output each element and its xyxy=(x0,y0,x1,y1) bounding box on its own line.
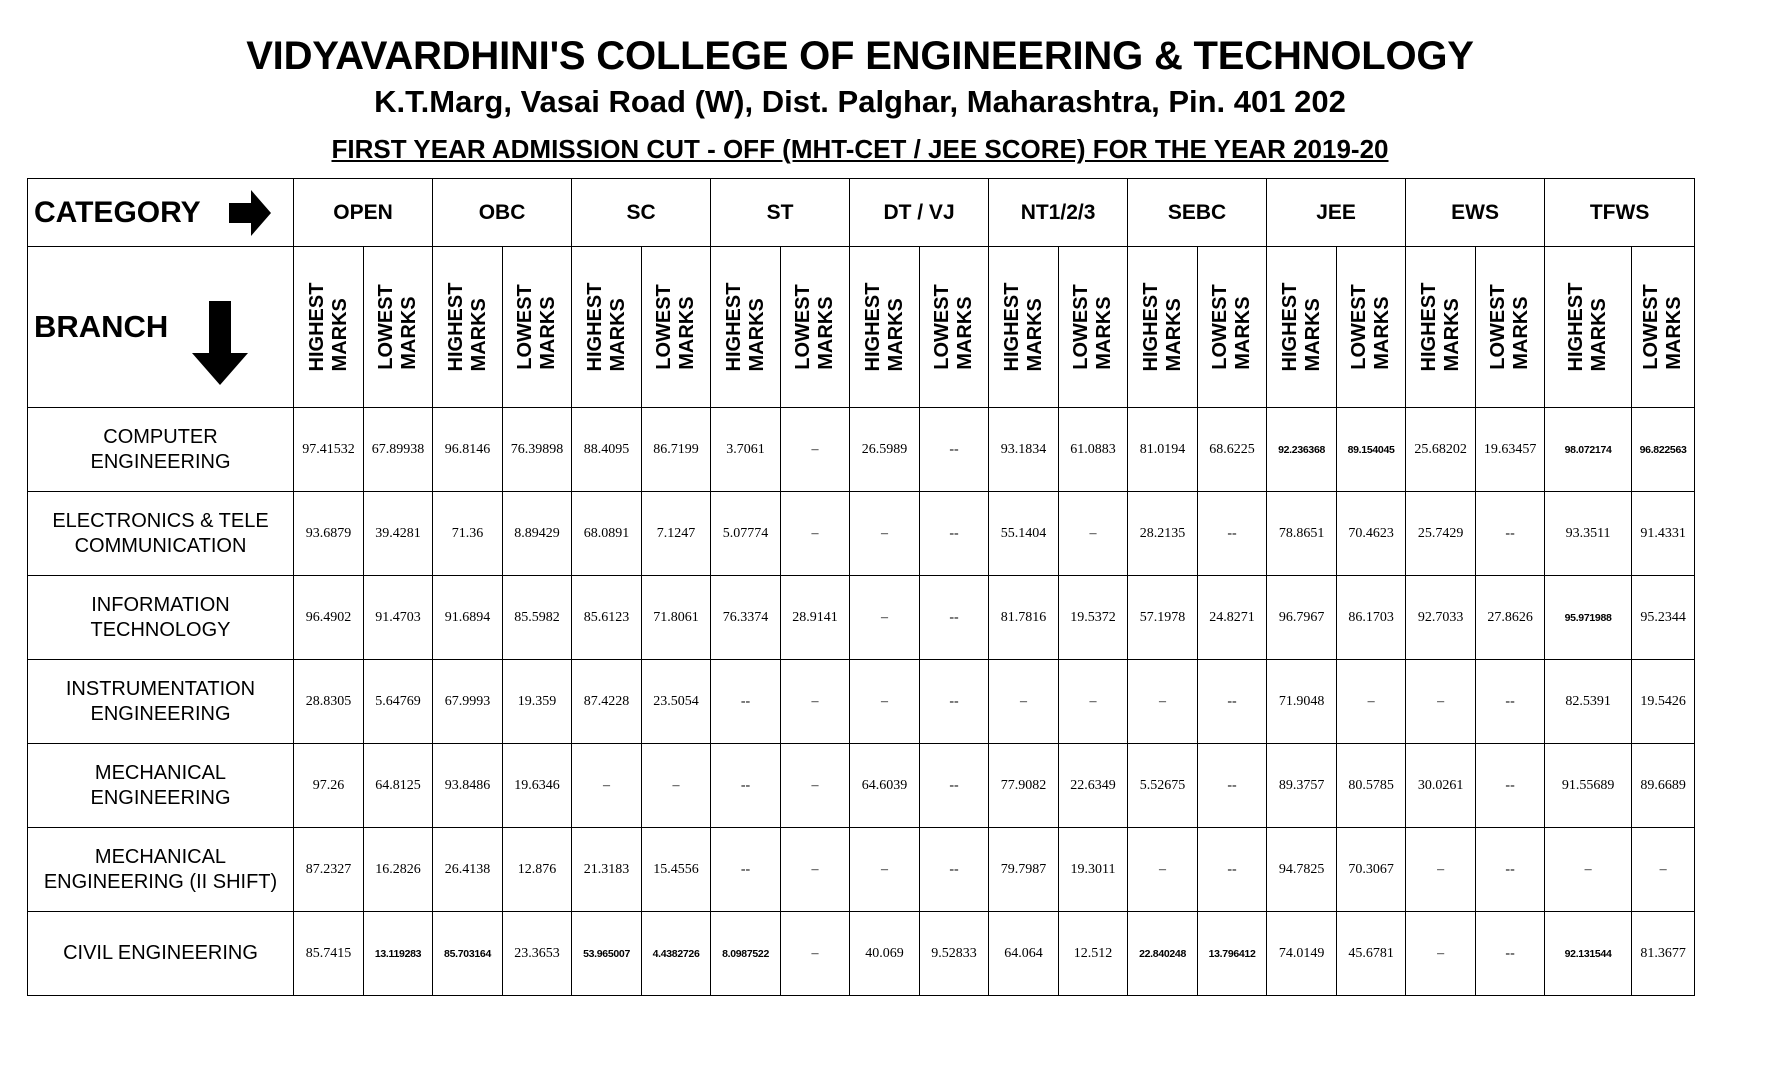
lowest-marks-cell: -- xyxy=(920,576,989,660)
marks-header-line: MARKS xyxy=(606,298,629,372)
lowest-marks-cell: 22.6349 xyxy=(1059,744,1128,828)
lowest-marks-cell: – xyxy=(781,492,850,576)
highest-marks-cell: 85.7415 xyxy=(294,912,364,996)
highest-marks-cell: 93.3511 xyxy=(1545,492,1632,576)
marks-header-text xyxy=(1001,283,1047,372)
marks-header-line: HIGHEST xyxy=(305,282,328,372)
lowest-marks-cell: 12.876 xyxy=(503,828,572,912)
marks-header-line: LOWEST xyxy=(375,284,397,370)
lowest-marks-cell: 13.796412 xyxy=(1198,912,1267,996)
marks-header-line: HIGHEST xyxy=(861,282,884,372)
lowest-marks-cell: – xyxy=(1059,660,1128,744)
branch-label: BRANCH xyxy=(34,309,169,344)
branch-name-line: INSTRUMENTATION xyxy=(65,677,256,700)
lowest-marks-cell: -- xyxy=(920,408,989,492)
lowest-marks-cell: 64.8125 xyxy=(364,744,433,828)
lowest-marks-cell: 91.4703 xyxy=(364,576,433,660)
highest-marks-cell: 22.840248 xyxy=(1128,912,1198,996)
branch-name-cell xyxy=(28,828,294,912)
highest-marks-cell: – xyxy=(572,744,642,828)
marks-header-text xyxy=(1140,283,1186,372)
highest-marks-cell: 64.6039 xyxy=(850,744,920,828)
lowest-marks-cell: -- xyxy=(1476,912,1545,996)
table-row xyxy=(28,744,1695,828)
highest-marks-cell: -- xyxy=(711,660,781,744)
lowest-marks-cell: -- xyxy=(920,828,989,912)
highest-marks-cell: 25.68202 xyxy=(1406,408,1476,492)
highest-marks-cell: 26.5989 xyxy=(850,408,920,492)
lowest-marks-cell: 23.3653 xyxy=(503,912,572,996)
lowest-marks-cell: 23.5054 xyxy=(642,660,711,744)
lowest-marks-cell: 89.154045 xyxy=(1337,408,1406,492)
lowest-marks-cell: 19.359 xyxy=(503,660,572,744)
highest-marks-cell: 93.8486 xyxy=(433,744,503,828)
category-nt: NT1/2/3 xyxy=(989,179,1128,247)
marks-header-text xyxy=(653,284,699,370)
category-header-row xyxy=(28,179,1695,247)
highest-marks-cell: 91.55689 xyxy=(1545,744,1632,828)
lowest-marks-cell: 95.2344 xyxy=(1632,576,1695,660)
marks-header-line: LOWEST xyxy=(1348,284,1371,370)
lowest-marks-cell: 13.119283 xyxy=(364,912,433,996)
branch-name-cell xyxy=(28,576,294,660)
highest-marks-cell: 89.3757 xyxy=(1267,744,1337,828)
marks-header-line: MARKS xyxy=(1588,298,1611,372)
lowest-marks-cell: 81.3677 xyxy=(1632,912,1695,996)
marks-header-line: HIGHEST xyxy=(1000,282,1023,372)
lowest-marks-cell: -- xyxy=(1476,744,1545,828)
branch-name-line: ELECTRONICS & TELE xyxy=(52,509,269,532)
lowest-marks-header xyxy=(781,247,850,408)
highest-marks-cell: 85.6123 xyxy=(572,576,642,660)
highest-marks-cell: 40.069 xyxy=(850,912,920,996)
lowest-marks-cell: 15.4556 xyxy=(642,828,711,912)
lowest-marks-cell: -- xyxy=(1198,744,1267,828)
table-row xyxy=(28,492,1695,576)
marks-header-line: HIGHEST xyxy=(583,282,606,372)
highest-marks-cell: 5.52675 xyxy=(1128,744,1198,828)
category-sc: SC xyxy=(572,179,711,247)
highest-marks-cell: 88.4095 xyxy=(572,408,642,492)
lowest-marks-cell: 61.0883 xyxy=(1059,408,1128,492)
marks-header-line: MARKS xyxy=(1663,296,1686,370)
marks-header-line: MARKS xyxy=(1510,296,1533,370)
highest-marks-cell: 96.8146 xyxy=(433,408,503,492)
lowest-marks-cell: 67.89938 xyxy=(364,408,433,492)
highest-marks-cell: 91.6894 xyxy=(433,576,503,660)
highest-marks-cell: 97.26 xyxy=(294,744,364,828)
highest-marks-cell: – xyxy=(1128,828,1198,912)
lowest-marks-cell: 89.6689 xyxy=(1632,744,1695,828)
marks-header-text xyxy=(862,283,908,372)
college-address: K.T.Marg, Vasai Road (W), Dist. Palghar, Maharashtra, Pin. 401 202 xyxy=(374,84,1346,119)
highest-marks-cell: – xyxy=(989,660,1059,744)
marks-header-text xyxy=(375,284,421,370)
table-row xyxy=(28,408,1695,492)
lowest-marks-header xyxy=(642,247,711,408)
highest-marks-cell: 74.0149 xyxy=(1267,912,1337,996)
marks-header-line: HIGHEST xyxy=(1565,282,1588,372)
lowest-marks-cell: 12.512 xyxy=(1059,912,1128,996)
category-open: OPEN xyxy=(294,179,433,247)
branch-name-cell xyxy=(28,408,294,492)
highest-marks-cell: 96.7967 xyxy=(1267,576,1337,660)
marks-header-line: MARKS xyxy=(537,296,560,370)
lowest-marks-cell: 76.39898 xyxy=(503,408,572,492)
lowest-marks-cell: 86.1703 xyxy=(1337,576,1406,660)
table-row xyxy=(28,576,1695,660)
highest-marks-cell: 77.9082 xyxy=(989,744,1059,828)
branch-name-line: ENGINEERING xyxy=(90,702,231,725)
marks-header-line: MARKS xyxy=(954,296,977,370)
lowest-marks-cell: – xyxy=(781,660,850,744)
marks-header-line: LOWEST xyxy=(514,284,537,370)
lowest-marks-cell: – xyxy=(781,912,850,996)
highest-marks-cell: 25.7429 xyxy=(1406,492,1476,576)
highest-marks-header xyxy=(711,247,781,408)
highest-marks-header xyxy=(1128,247,1198,408)
highest-marks-cell: 85.703164 xyxy=(433,912,503,996)
category-dt-vj: DT / VJ xyxy=(850,179,989,247)
highest-marks-cell: 92.7033 xyxy=(1406,576,1476,660)
highest-marks-cell: 57.1978 xyxy=(1128,576,1198,660)
arrow-right-icon xyxy=(229,190,271,236)
highest-marks-cell: 98.072174 xyxy=(1545,408,1632,492)
cutoff-table-body xyxy=(28,408,1695,996)
highest-marks-header xyxy=(433,247,503,408)
highest-marks-header xyxy=(1545,247,1632,408)
highest-marks-cell: 94.7825 xyxy=(1267,828,1337,912)
highest-marks-cell: 87.4228 xyxy=(572,660,642,744)
document-subtitle: FIRST YEAR ADMISSION CUT - OFF (MHT-CET / JEE SCORE) FOR THE YEAR 2019-20 xyxy=(331,134,1389,164)
marks-header-line: LOWEST xyxy=(931,284,954,370)
category-obc: OBC xyxy=(433,179,572,247)
highest-marks-cell: 92.131544 xyxy=(1545,912,1632,996)
highest-marks-cell: 3.7061 xyxy=(711,408,781,492)
highest-marks-cell: – xyxy=(850,660,920,744)
category-ews: EWS xyxy=(1406,179,1545,247)
branch-name-cell xyxy=(28,744,294,828)
marks-header-line: MARKS xyxy=(884,298,907,372)
lowest-marks-header xyxy=(920,247,989,408)
cutoff-table xyxy=(27,178,1695,996)
highest-marks-cell: – xyxy=(850,828,920,912)
category-jee: JEE xyxy=(1267,179,1406,247)
lowest-marks-header xyxy=(1198,247,1267,408)
highest-marks-cell: – xyxy=(850,492,920,576)
lowest-marks-cell: 39.4281 xyxy=(364,492,433,576)
highest-marks-cell: 96.4902 xyxy=(294,576,364,660)
lowest-marks-cell: 68.6225 xyxy=(1198,408,1267,492)
highest-marks-cell: – xyxy=(850,576,920,660)
lowest-marks-header xyxy=(1632,247,1695,408)
highest-marks-header xyxy=(989,247,1059,408)
branch-name-line: CIVIL ENGINEERING xyxy=(63,942,258,964)
marks-header-line: LOWEST xyxy=(653,284,676,370)
highest-marks-cell: 92.236368 xyxy=(1267,408,1337,492)
lowest-marks-cell: -- xyxy=(920,660,989,744)
marks-header-line: MARKS xyxy=(398,296,420,370)
branch-corner-cell xyxy=(28,247,294,408)
highest-marks-cell: 82.5391 xyxy=(1545,660,1632,744)
lowest-marks-cell: 19.63457 xyxy=(1476,408,1545,492)
lowest-marks-header xyxy=(1059,247,1128,408)
marks-header-line: MARKS xyxy=(1301,298,1324,372)
marks-header-text xyxy=(1640,284,1686,370)
marks-header-line: LOWEST xyxy=(1640,284,1663,370)
lowest-marks-header xyxy=(364,247,433,408)
marks-header-text xyxy=(514,284,560,370)
marks-header-line: HIGHEST xyxy=(1417,282,1440,372)
lowest-marks-cell: -- xyxy=(1198,492,1267,576)
highest-marks-cell: 8.0987522 xyxy=(711,912,781,996)
branch-name-line: MECHANICAL xyxy=(94,761,227,784)
lowest-marks-cell: -- xyxy=(920,492,989,576)
lowest-marks-cell: – xyxy=(781,744,850,828)
highest-marks-cell: 64.064 xyxy=(989,912,1059,996)
lowest-marks-cell: – xyxy=(781,408,850,492)
branch-name-line: INFORMATION xyxy=(91,593,230,616)
highest-marks-cell: 97.41532 xyxy=(294,408,364,492)
category-tfws: TFWS xyxy=(1545,179,1695,247)
highest-marks-cell: 53.965007 xyxy=(572,912,642,996)
highest-marks-cell: 28.8305 xyxy=(294,660,364,744)
marks-header-text xyxy=(1070,284,1116,370)
highest-marks-cell: – xyxy=(1128,660,1198,744)
marks-header-line: MARKS xyxy=(1162,298,1185,372)
category-sebc: SEBC xyxy=(1128,179,1267,247)
lowest-marks-cell: – xyxy=(1337,660,1406,744)
lowest-marks-cell: -- xyxy=(1476,660,1545,744)
lowest-marks-cell: 28.9141 xyxy=(781,576,850,660)
marks-header-text xyxy=(1565,283,1611,372)
marks-header-line: HIGHEST xyxy=(722,282,745,372)
highest-marks-cell: 71.9048 xyxy=(1267,660,1337,744)
marks-header-line: MARKS xyxy=(676,296,699,370)
highest-marks-cell: – xyxy=(1406,912,1476,996)
marks-header-line: LOWEST xyxy=(1070,284,1093,370)
highest-marks-header xyxy=(1267,247,1337,408)
lowest-marks-cell: – xyxy=(1632,828,1695,912)
lowest-marks-header xyxy=(1337,247,1406,408)
college-title: VIDYAVARDHINI'S COLLEGE OF ENGINEERING & TECHNOLOGY xyxy=(246,34,1474,78)
marks-header-text xyxy=(1487,284,1533,370)
table-row xyxy=(28,912,1695,996)
branch-name-line: ENGINEERING xyxy=(90,450,231,473)
lowest-marks-cell: 45.6781 xyxy=(1337,912,1406,996)
lowest-marks-cell: 70.3067 xyxy=(1337,828,1406,912)
branch-name-line: COMPUTER xyxy=(103,425,218,448)
highest-marks-cell: 93.1834 xyxy=(989,408,1059,492)
highest-marks-header xyxy=(1406,247,1476,408)
marks-header-text xyxy=(306,283,352,372)
highest-marks-cell: 68.0891 xyxy=(572,492,642,576)
lowest-marks-cell: -- xyxy=(1476,492,1545,576)
lowest-marks-cell: 19.5426 xyxy=(1632,660,1695,744)
lowest-marks-cell: 5.64769 xyxy=(364,660,433,744)
marks-header-text xyxy=(723,283,769,372)
marks-header-line: MARKS xyxy=(815,296,838,370)
marks-header-line: MARKS xyxy=(328,298,351,372)
branch-name-line: ENGINEERING (II SHIFT) xyxy=(43,870,278,893)
branch-name-cell xyxy=(28,912,294,996)
marks-header-line: MARKS xyxy=(1023,298,1046,372)
arrow-down-icon xyxy=(192,301,248,385)
lowest-marks-cell: 16.2826 xyxy=(364,828,433,912)
marks-header-line: HIGHEST xyxy=(444,282,467,372)
lowest-marks-header xyxy=(1476,247,1545,408)
marks-header-text xyxy=(445,283,491,372)
marks-header-text xyxy=(792,284,838,370)
highest-marks-cell: 5.07774 xyxy=(711,492,781,576)
lowest-marks-cell: 19.6346 xyxy=(503,744,572,828)
highest-marks-cell: – xyxy=(1545,828,1632,912)
highest-marks-cell: – xyxy=(1406,660,1476,744)
highest-marks-cell: 71.36 xyxy=(433,492,503,576)
lowest-marks-cell: 71.8061 xyxy=(642,576,711,660)
highest-marks-header xyxy=(850,247,920,408)
lowest-marks-cell: 9.52833 xyxy=(920,912,989,996)
lowest-marks-cell: 24.8271 xyxy=(1198,576,1267,660)
highest-marks-cell: – xyxy=(1406,828,1476,912)
marks-header-text xyxy=(1209,284,1255,370)
highest-marks-cell: 79.7987 xyxy=(989,828,1059,912)
lowest-marks-cell: 96.822563 xyxy=(1632,408,1695,492)
branch-name-line: COMMUNICATION xyxy=(74,534,247,557)
highest-marks-cell: 26.4138 xyxy=(433,828,503,912)
highest-marks-cell: 81.0194 xyxy=(1128,408,1198,492)
lowest-marks-cell: – xyxy=(642,744,711,828)
lowest-marks-cell: – xyxy=(1059,492,1128,576)
table-row xyxy=(28,828,1695,912)
marks-header-line: LOWEST xyxy=(792,284,815,370)
highest-marks-cell: 55.1404 xyxy=(989,492,1059,576)
highest-marks-cell: 81.7816 xyxy=(989,576,1059,660)
lowest-marks-cell: -- xyxy=(920,744,989,828)
lowest-marks-header xyxy=(503,247,572,408)
branch-name-line: TECHNOLOGY xyxy=(90,618,231,641)
lowest-marks-cell: 7.1247 xyxy=(642,492,711,576)
lowest-marks-cell: 91.4331 xyxy=(1632,492,1695,576)
lowest-marks-cell: 19.5372 xyxy=(1059,576,1128,660)
lowest-marks-cell: 8.89429 xyxy=(503,492,572,576)
lowest-marks-cell: -- xyxy=(1476,828,1545,912)
highest-marks-cell: 78.8651 xyxy=(1267,492,1337,576)
marks-header-line: LOWEST xyxy=(1209,284,1232,370)
marks-header-line: MARKS xyxy=(1440,298,1463,372)
marks-header-line: LOWEST xyxy=(1487,284,1510,370)
lowest-marks-cell: 4.4382726 xyxy=(642,912,711,996)
lowest-marks-cell: 86.7199 xyxy=(642,408,711,492)
highest-marks-cell: 28.2135 xyxy=(1128,492,1198,576)
branch-name-line: MECHANICAL xyxy=(94,845,227,868)
highest-marks-header xyxy=(572,247,642,408)
highest-marks-cell: 67.9993 xyxy=(433,660,503,744)
marks-header-row xyxy=(28,247,1695,408)
branch-name-cell xyxy=(28,660,294,744)
table-row xyxy=(28,660,1695,744)
branch-name-line: ENGINEERING xyxy=(90,786,231,809)
branch-name-cell xyxy=(28,492,294,576)
highest-marks-cell: -- xyxy=(711,828,781,912)
category-corner-cell xyxy=(28,179,294,247)
marks-header-text xyxy=(584,283,630,372)
marks-header-line: MARKS xyxy=(745,298,768,372)
marks-header-line: MARKS xyxy=(1232,296,1255,370)
marks-header-line: HIGHEST xyxy=(1139,282,1162,372)
marks-header-line: MARKS xyxy=(1371,296,1394,370)
category-label: CATEGORY xyxy=(34,195,201,229)
marks-header-text xyxy=(931,284,977,370)
lowest-marks-cell: 85.5982 xyxy=(503,576,572,660)
lowest-marks-cell: – xyxy=(781,828,850,912)
highest-marks-cell: 87.2327 xyxy=(294,828,364,912)
lowest-marks-cell: 19.3011 xyxy=(1059,828,1128,912)
lowest-marks-cell: 70.4623 xyxy=(1337,492,1406,576)
marks-header-text xyxy=(1348,284,1394,370)
category-st: ST xyxy=(711,179,850,247)
lowest-marks-cell: 27.8626 xyxy=(1476,576,1545,660)
lowest-marks-cell: 80.5785 xyxy=(1337,744,1406,828)
highest-marks-header xyxy=(294,247,364,408)
marks-header-line: MARKS xyxy=(1093,296,1116,370)
highest-marks-cell: 21.3183 xyxy=(572,828,642,912)
lowest-marks-cell: -- xyxy=(1198,828,1267,912)
highest-marks-cell: 30.0261 xyxy=(1406,744,1476,828)
marks-header-text xyxy=(1279,283,1325,372)
marks-header-line: HIGHEST xyxy=(1278,282,1301,372)
highest-marks-cell: 76.3374 xyxy=(711,576,781,660)
highest-marks-cell: 93.6879 xyxy=(294,492,364,576)
marks-header-text xyxy=(1418,283,1464,372)
marks-header-line: MARKS xyxy=(467,298,490,372)
highest-marks-cell: -- xyxy=(711,744,781,828)
highest-marks-cell: 95.971988 xyxy=(1545,576,1632,660)
lowest-marks-cell: -- xyxy=(1198,660,1267,744)
